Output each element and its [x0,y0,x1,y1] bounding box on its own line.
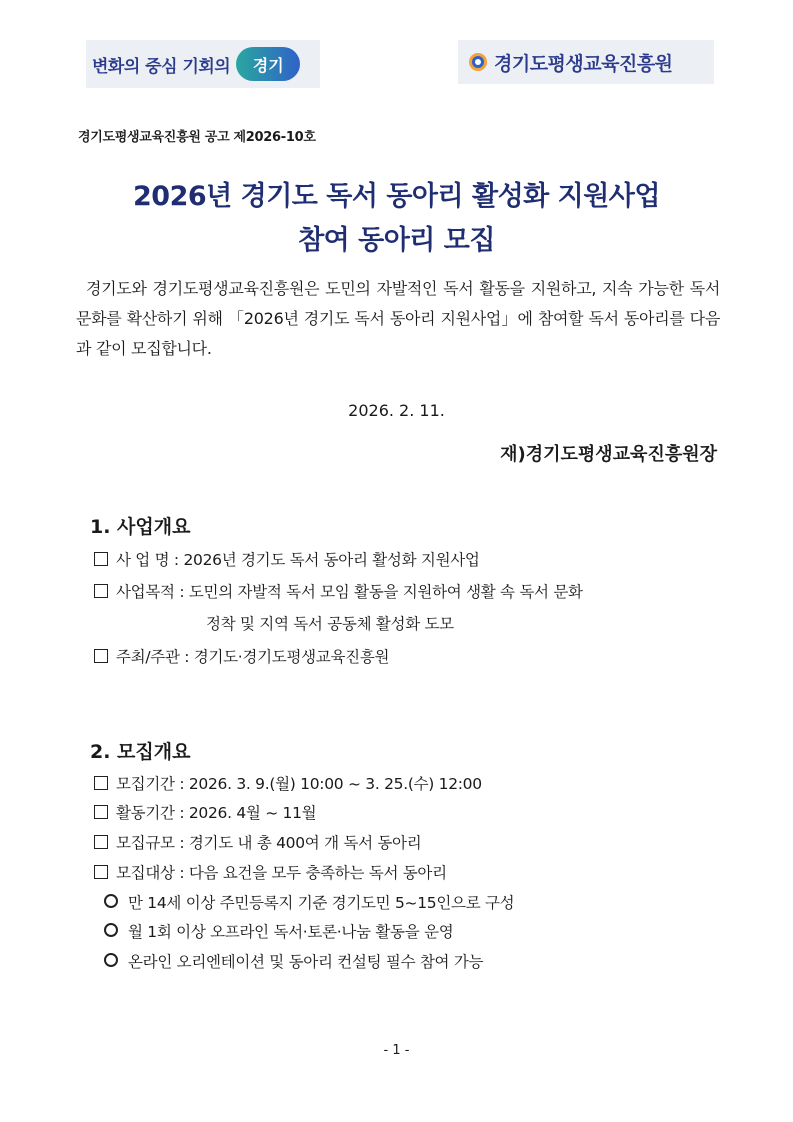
intro-paragraph: 경기도와 경기도평생교육진흥원은 도민의 자발적인 독서 활동을 지원하고, 지속 가능한 독서 문화를 확산하기 위해 「2026년 경기도 독서 동아리 지원사업」에 참여할 독서 동아리를 다음과 같이 모집합니다. [76,279,720,358]
institute-name: 경기도평생교육진흥원 [494,52,673,75]
section1-heading: 1. 사업개요 [90,516,191,538]
checkbox-square-icon [94,776,108,790]
notice-date: 2026. 2. 11. [348,401,445,420]
requirement-item: 월 1회 이상 오프라인 독서·토론·나눔 활동을 운영 [104,920,453,942]
checkbox-square-icon [94,805,108,819]
circle-bullet-icon [104,894,118,908]
list-item: 모집규모 : 경기도 내 총 400여 개 독서 동아리 [94,831,421,853]
checkbox-square-icon [94,865,108,879]
checkbox-square-icon [94,552,108,566]
requirement-item: 온라인 오리엔테이션 및 동아리 컨설팅 필수 참여 가능 [104,950,483,972]
requirement-item: 만 14세 이상 주민등록지 기준 경기도민 5~15인으로 구성 [104,891,514,913]
list-item: 모집대상 : 다음 요건을 모두 충족하는 독서 동아리 [94,861,447,883]
institute-emblem-icon [468,52,488,72]
circle-bullet-icon [104,923,118,937]
checkbox-square-icon [94,584,108,598]
slogan-text: 변화의 중심 기회의 [92,56,231,77]
notice-number: 경기도평생교육진흥원 공고 제2026-10호 [78,130,316,145]
checkbox-square-icon [94,835,108,849]
circle-bullet-icon [104,953,118,967]
gyeonggi-slogan-logo [86,40,320,88]
section2-heading: 2. 모집개요 [90,741,191,763]
list-item: 활동기간 : 2026. 4월 ~ 11월 [94,801,316,823]
page-number: - 1 - [383,1043,410,1058]
list-item: 주최/주관 : 경기도·경기도평생교육진흥원 [94,645,389,667]
list-item: 모집기간 : 2026. 3. 9.(월) 10:00 ~ 3. 25.(수) 12:00 [94,772,482,794]
signature: 재)경기도평생교육진흥원장 [500,444,717,465]
list-item: 사 업 명 : 2026년 경기도 독서 동아리 활성화 지원사업 [94,548,480,570]
page-title-line2: 참여 동아리 모집 [298,225,495,256]
gyeonggi-pill-logo: 경기 [236,47,300,81]
list-item: 사업목적 : 도민의 자발적 독서 모임 활동을 지원하여 생활 속 독서 문화 [94,580,583,602]
checkbox-square-icon [94,649,108,663]
page-title-line1: 2026년 경기도 독서 동아리 활성화 지원사업 [133,181,660,212]
list-item-continuation: 정착 및 지역 독서 공동체 활성화 도모 [206,615,454,633]
institute-logo [458,40,714,84]
